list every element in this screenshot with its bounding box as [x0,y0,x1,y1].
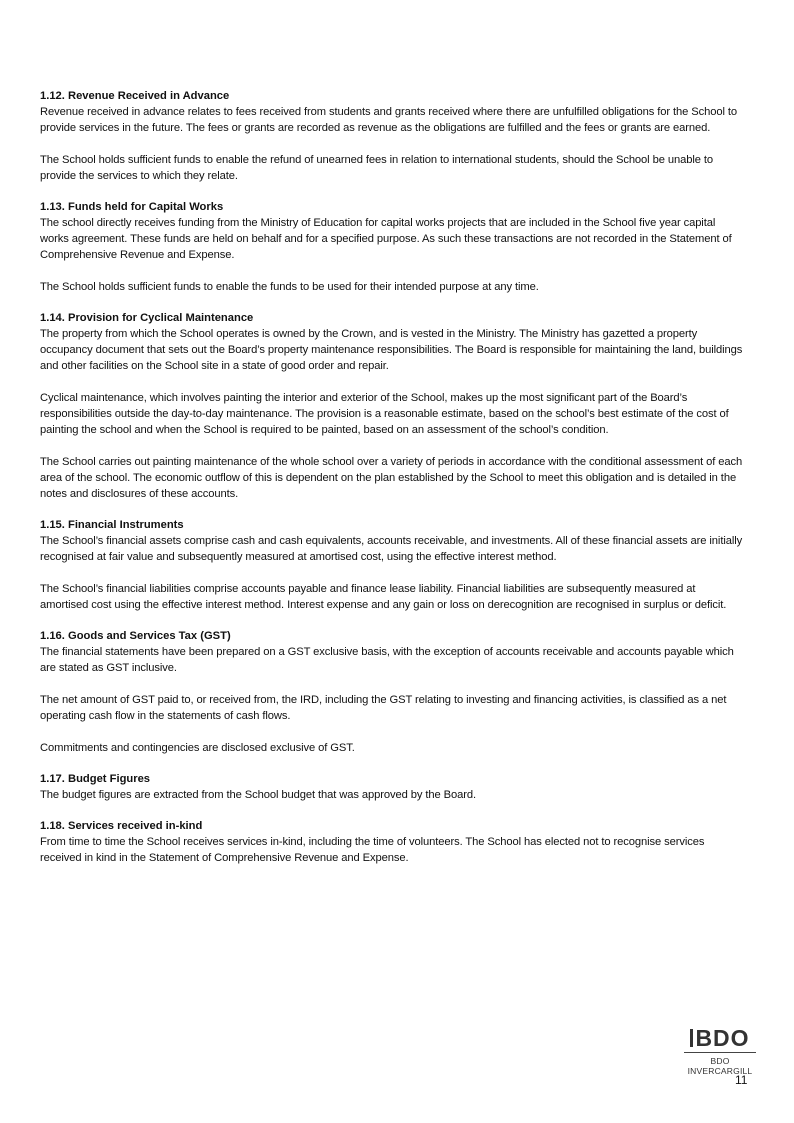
section-services-in-kind [40,818,745,866]
paragraph: From time to time the School receives services in-kind, including the time of volunteers. The School has elected not to recognise services received in kind in the Statement of Comprehensive Revenue and Expense. [40,836,705,864]
paragraph: The School carries out painting maintenance of the whole school over a variety of periods in accordance with the conditional assessment of each area of the school. The economic outflow of this is dependent on the plan established by the School to meet this obligation and is detailed in the notes and disclosures of these accounts. [40,456,743,500]
paragraph: The property from which the School operates is owned by the Crown, and is vested in the Ministry. The Ministry has gazetted a property occupancy document that sets out the Board’s property maintenance responsibilities. The Board is responsible for maintaining the land, buildings and other facilities on the School site in a state of good order and repair. [40,328,743,372]
paragraph: The budget figures are extracted from the School budget that was approved by the Board. [40,789,476,801]
section-heading: 1.15. Financial Instruments [40,519,184,531]
section-heading: 1.14. Provision for Cyclical Maintenance [40,312,254,324]
logo-subtext: BDO INVERCARGILL [687,1056,753,1076]
paragraph: The School’s financial liabilities comprise accounts payable and finance lease liability. Financial liabilities are subsequently measured at amortised cost using the effective interest method. Interest expense and any gain or loss on derecognition are recognised in surplus or deficit. [40,583,727,611]
paragraph: The financial statements have been prepared on a GST exclusive basis, with the exception of accounts receivable and accounts payable which are stated as GST inclusive. [40,646,734,674]
paragraph: The School holds sufficient funds to enable the funds to be used for their intended purpose at any time. [40,281,539,293]
section-heading: 1.17. Budget Figures [40,773,151,785]
paragraph: The School holds sufficient funds to enable the refund of unearned fees in relation to international students, should the School be unable to provide the services to which they relate. [40,154,713,182]
section-funds-held-capital-works [40,199,745,295]
logo-bar-icon [690,1029,693,1047]
section-heading: 1.16. Goods and Services Tax (GST) [40,630,231,642]
page-number: 11 [735,1073,748,1087]
paragraph: The School’s financial assets comprise cash and cash equivalents, accounts receivable, and investments. All of these financial assets are initially recognised at fair value and subsequently measured at amortised cost, using the effective interest method. [40,535,743,563]
logo-divider [684,1052,756,1053]
section-heading: 1.13. Funds held for Capital Works [40,201,224,213]
section-heading: 1.12. Revenue Received in Advance [40,90,230,102]
paragraph: Cyclical maintenance, which involves painting the interior and exterior of the School, makes up the most significant part of the Board’s responsibilities outside the day-to-day maintenance. The provision is a reasonable estimate, based on the school’s best estimate of the cost of painting the school and when the School is required to be painted, based on an assessment of the school’s condition. [40,392,729,436]
logo-text: BDO [695,1025,750,1051]
section-gst [40,628,745,756]
section-financial-instruments [40,517,745,613]
document-body [40,88,745,881]
section-revenue-received-in-advance [40,88,745,184]
section-cyclical-maintenance [40,310,745,502]
section-budget-figures [40,771,745,803]
paragraph: Revenue received in advance relates to fees received from students and grants received where there are unfulfilled obligations for the School to provide services in the future. The fees or grants are recorded as revenue as the obligations are fulfilled and the fees or grants are earned. [40,106,738,134]
paragraph: The net amount of GST paid to, or received from, the IRD, including the GST relating to investing and financing activities, is classified as a net operating cash flow in the statements of cash flows. [40,694,727,722]
bdo-logo [680,1026,760,1076]
paragraph: The school directly receives funding from the Ministry of Education for capital works projects that are included in the School five year capital works agreement. These funds are held on behalf and for a specified purpose. As such these transactions are not recorded in the Statement of Comprehensive Revenue and Expense. [40,217,732,261]
bdo-logo-mark [680,1026,760,1050]
section-heading: 1.18. Services received in-kind [40,820,203,832]
paragraph: Commitments and contingencies are disclosed exclusive of GST. [40,742,355,754]
